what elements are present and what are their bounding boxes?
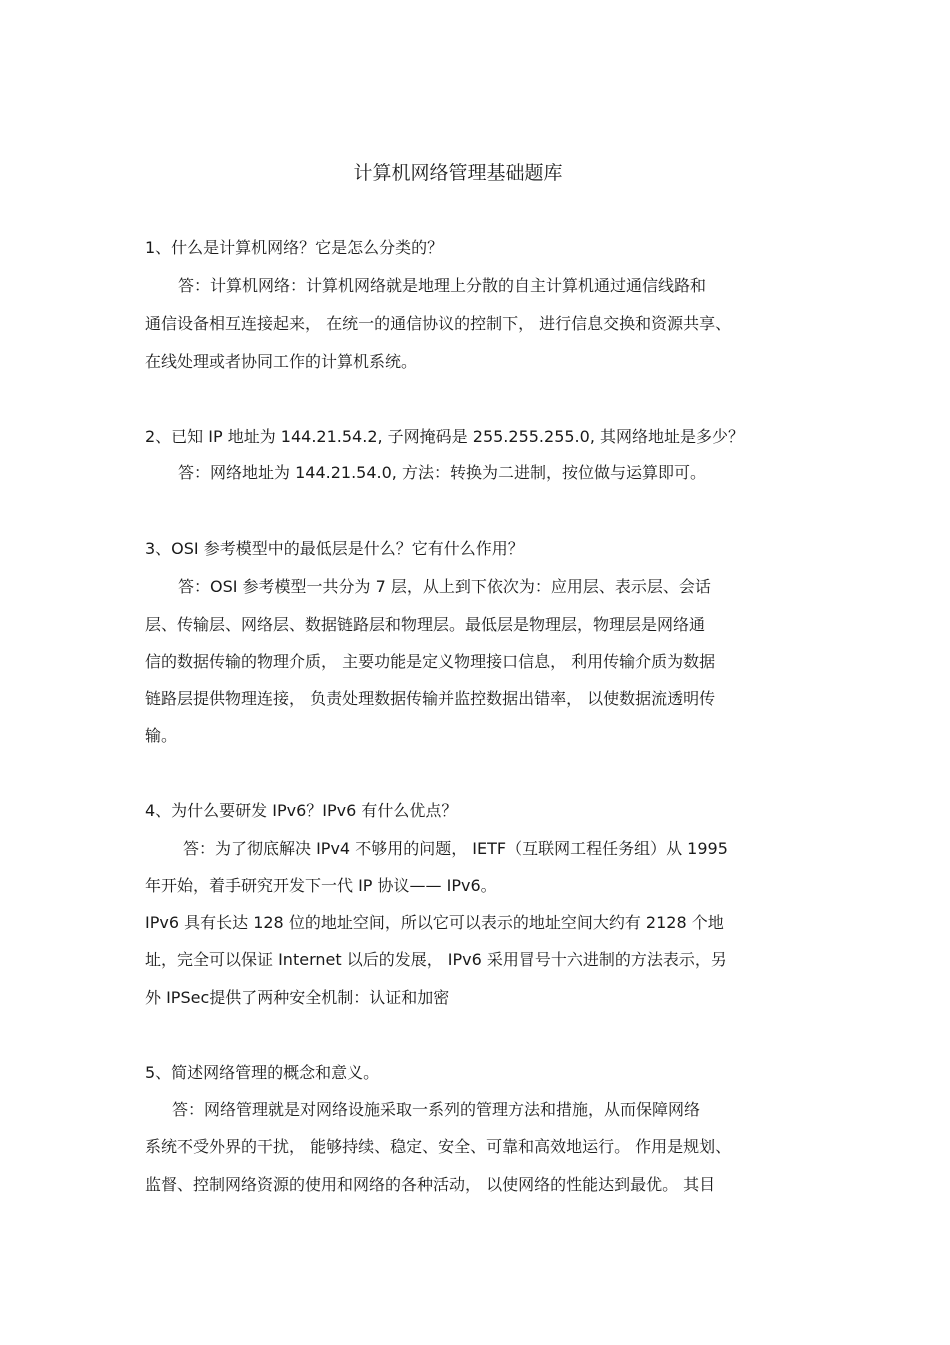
answer-3-line-5: 输。: [145, 726, 178, 745]
answer-5-line-3: 监督、控制网络资源的使用和网络的各种活动， 以使网络的性能达到最优。 其目: [145, 1175, 716, 1194]
answer-4-line-5: 外 IPSec提供了两种安全机制：认证和加密: [145, 988, 450, 1007]
answer-4-line-3: IPv6 具有长达 128 位的地址空间，所以它可以表示的地址空间大约有 2128 个地: [145, 913, 724, 932]
answer-3-line-1: 答：OSI 参考模型一共分为 7 层，从上到下依次为：应用层、表示层、会话: [178, 577, 711, 596]
answer-4-line-2: 年开始，着手研究开发下一代 IP 协议—— IPv6。: [145, 876, 497, 895]
question-2-heading: 2、已知 IP 地址为 144.21.54.2, 子网掩码是 255.255.255.0, 其网络地址是多少？: [145, 427, 744, 446]
question-1-heading: 1、什么是计算机网络？它是怎么分类的？: [145, 238, 444, 257]
answer-1-line-1: 答：计算机网络：计算机网络就是地理上分散的自主计算机通过通信线路和: [178, 276, 707, 295]
answer-1-line-3: 在线处理或者协同工作的计算机系统。: [145, 352, 418, 371]
question-5-heading: 5、简述网络管理的概念和意义。: [145, 1063, 380, 1082]
answer-1-line-2: 通信设备相互连接起来， 在统一的通信协议的控制下， 进行信息交换和资源共享、: [145, 314, 732, 333]
answer-4-line-1: 答：为了彻底解决 IPv4 不够用的问题， IETF（互联网工程任务组）从 1995: [183, 839, 728, 858]
answer-3-line-4: 链路层提供物理连接， 负责处理数据传输并监控数据出错率， 以使数据流透明传: [145, 689, 716, 708]
answer-3-line-3: 信的数据传输的物理介质， 主要功能是定义物理接口信息， 利用传输介质为数据: [145, 652, 716, 671]
answer-5-line-1: 答：网络管理就是对网络设施采取一系列的管理方法和措施，从而保障网络: [172, 1100, 701, 1119]
question-4-heading: 4、为什么要研发 IPv6？IPv6 有什么优点？: [145, 801, 458, 820]
answer-3-line-2: 层、传输层、网络层、数据链路层和物理层。最低层是物理层，物理层是网络通: [145, 615, 706, 634]
question-3-heading: 3、OSI 参考模型中的最低层是什么？它有什么作用？: [145, 539, 524, 558]
document-title: 计算机网络管理基础题库: [353, 162, 563, 184]
answer-4-line-4: 址，完全可以保证 Internet 以后的发展， IPv6 采用冒号十六进制的方法表示，另: [145, 950, 727, 969]
answer-5-line-2: 系统不受外界的干扰， 能够持续、稳定、安全、可靠和高效地运行。 作用是规划、: [145, 1137, 732, 1156]
answer-2-line-1: 答：网络地址为 144.21.54.0, 方法：转换为二进制，按位做与运算即可。: [178, 463, 706, 482]
